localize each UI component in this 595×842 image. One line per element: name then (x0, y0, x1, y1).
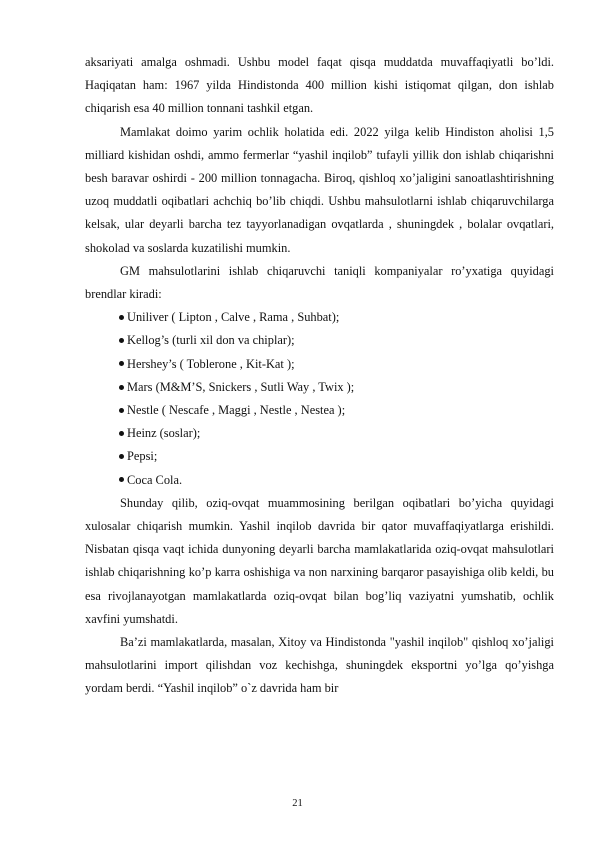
bullet-icon (119, 477, 124, 482)
bullet-icon (119, 315, 124, 320)
document-body (85, 51, 554, 701)
list-item-text: Hershey’s ( Toblerone , Kit-Kat ); (127, 356, 295, 371)
list-item-text: Unilіver ( Lipton , Calve , Rama , Suhbat); (127, 310, 340, 325)
page-number: 21 (292, 798, 303, 809)
list-item (85, 399, 554, 422)
paragraph: Mamlakat doimo yarim ochlik holatida edi. 2022 yilga kelib Hindiston aholisi 1,5 milliard kishidan oshdi, ammo fermerlar “yashil inqilob” tufayli yillik don ishlab chiqarishni besh baravar oshirdi - 200 million tonnagacha. Biroq, qishloq xo’jaligini sanoatlashtirishning uzoq muddatli oqibatlari achchiq bo’lib chiqdi. Ushbu mahsulotlarni ishlab chiqaruvchilarga kelsak, ular deyarli barcha tez tayyorlanadigan ovqatlarda , shuningdek , bolalar ovqatlari, shokolad va soslarda kuzatilishi mumkin. (85, 124, 554, 255)
list-item (85, 329, 554, 352)
list-item-text: Mars (M&M’S, Snickers , Sutli Way , Twix ); (127, 379, 355, 394)
list-item (85, 376, 554, 399)
paragraph: Ba’zi mamlakatlarda, masalan, Xitoy va Hindistonda "yashil inqilob" qishloq xo’jaligi mahsulotlarini import qilishdan voz kechishga, shuningdek eksportni yo’lga qo’yishga yordam berdi. “Yashil inqilob” o`z davrida ham bir (85, 635, 554, 696)
list-item (85, 422, 554, 445)
list-item-text: Coca Cola. (127, 472, 183, 487)
bullet-icon (119, 454, 124, 459)
brand-list (85, 306, 554, 492)
list-item (85, 469, 554, 492)
paragraph: aksariyati amalga oshmadi. Ushbu model faqat qisqa muddatda muvaffaqiyatli bo’ldi. Haqiqatan ham: 1967 yilda Hindistonda 400 million kishi istiqomat qilgan, don ishlab chiqarish esa 40 million tonnani tashkil etgan. (85, 55, 554, 116)
bullet-icon (119, 361, 124, 366)
list-item-text: Heinz (soslar); (127, 426, 201, 441)
list-item-text: Pepsi; (127, 449, 158, 464)
paragraph: Shunday qilib, oziq-ovqat muammosining berilgan oqibatlari bo’yicha quyidagi xulosalar chiqarish mumkin. Yashil inqilob davrida bir qator muvaffaqiyatlarga erishildi. Nisbatan qisqa vaqt ichida dunyoning deyarli barcha mamlakatlarida oziq-ovqat mahsulotlari ishlab chiqarishning ko’p karra oshishiga va non narxining barqaror pasayishiga olib keldi, bu esa rivojlanayotgan mamlakatlarda oziq-ovqat bilan bog’liq vaziyatni yumshatib, ochlik xavfini yumshatdi. (85, 495, 554, 626)
paragraph: GM mahsulotlarini ishlab chiqaruvchi taniqli kompaniyalar ro’yxatiga quyidagi brendlar kiradi: (85, 263, 554, 302)
bullet-icon (119, 408, 124, 413)
list-item (85, 445, 554, 468)
list-item-text: Nestle ( Nescafe , Maggi , Nestle , Nestea ); (127, 403, 346, 418)
bullet-icon (119, 431, 124, 436)
list-item-text: Kellog’s (turli xil don va chiplar); (127, 333, 295, 348)
bullet-icon (119, 385, 124, 390)
bullet-icon (119, 338, 124, 343)
list-item (85, 306, 554, 329)
list-item (85, 353, 554, 376)
